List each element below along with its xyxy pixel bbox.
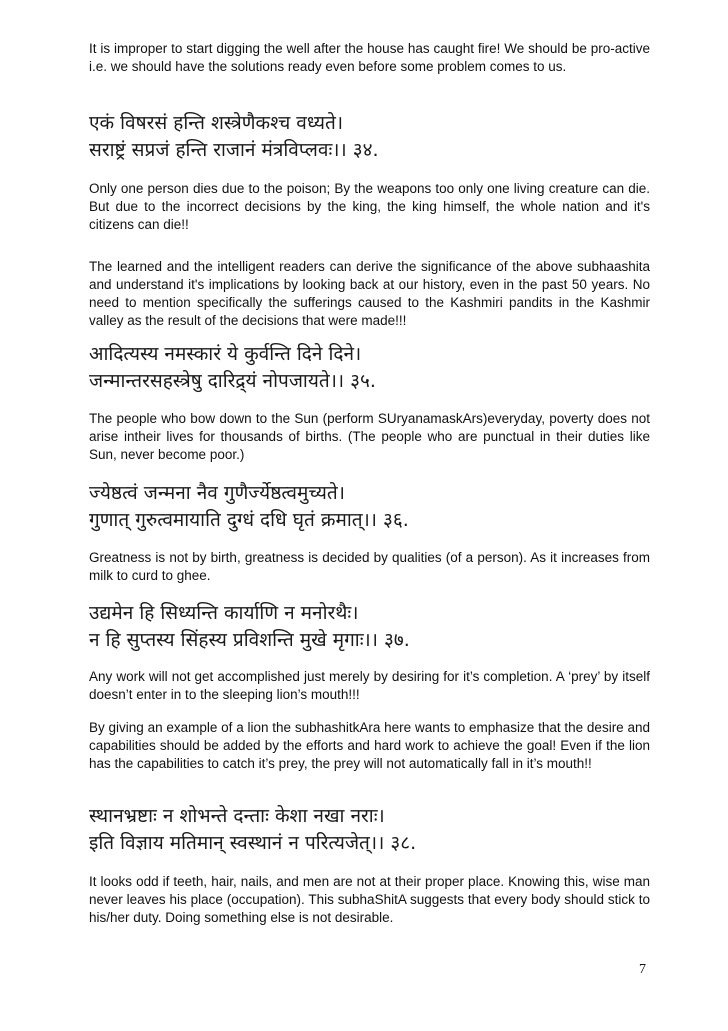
verse-line: न हि सुप्तस्य सिंहस्य प्रविशन्ति मुखे मृगाः।। ३७. xyxy=(89,629,410,651)
translation-paragraph: Greatness is not by birth, greatness is decided by qualities (of a person). As it increases from milk to curd to ghee. xyxy=(89,550,650,583)
translation-paragraph: It looks odd if teeth, hair, nails, and men are not at their proper place. Knowing this, wise man never leaves his place (occupation). This subhaShitA suggests that every body should stick to his/her duty. Doing something else is not desirable. xyxy=(89,874,650,925)
verse-line: इति विज्ञाय मतिमान् स्वस्थानं न परित्यजेत्।। ३८. xyxy=(89,832,417,854)
translation-paragraph: Only one person dies due to the poison; By the weapons too only one living creature can die. But due to the incorrect decisions by the king, the king himself, the whole nation and it's citizens can die!! xyxy=(89,181,650,232)
verse-37 xyxy=(89,600,650,654)
translation-paragraph: The people who bow down to the Sun (perform SUryanamaskArs)everyday, poverty does not arise intheir lives for thousands of births. (The people who are punctual in their duties like Sun, never become poor.) xyxy=(89,411,650,462)
verse-line: उद्यमेन हि सिध्यन्ति कार्याणि न मनोरथैः। xyxy=(89,602,359,624)
translation-paragraph: Any work will not get accomplished just merely by desiring for it’s completion. A ‘prey’ by itself doesn’t enter in to the sleeping lion’s mouth!!! xyxy=(89,669,650,702)
verse-34 xyxy=(89,110,650,164)
verse-line: आदित्यस्य नमस्कारं ये कुर्वन्ति दिने दिने। xyxy=(89,343,362,365)
verse-line: जन्मान्तरसहस्त्रेषु दारिद्र्यं नोपजायते।। ३५. xyxy=(89,370,376,392)
verse-line: स्थानभ्रष्टाः न शोभन्ते दन्ताः केशा नखा नराः। xyxy=(89,805,385,827)
verse-line: ज्येष्ठत्वं जन्मना नैव गुणैर्ज्येष्ठत्वमुच्यते। xyxy=(89,482,345,504)
verse-line: गुणात् गुरुत्वमायाति दुग्धं दधि घृतं क्रमात्।। ३६. xyxy=(89,509,409,531)
commentary-paragraph: By giving an example of a lion the subhashitkAra here wants to emphasize that the desire and capabilities should be added by the efforts and hard work to achieve the goal! Even if the lion has the capabilities to catch it’s prey, the prey will not automatically fall in it’s mouth!! xyxy=(89,720,650,771)
verse-line: एकं विषरसं हन्ति शस्त्रेणैकश्च वध्यते। xyxy=(89,112,344,134)
commentary-paragraph: The learned and the intelligent readers can derive the significance of the above subhaashita and understand it's implications by looking back at our history, even in the past 50 years. No need to mention specifically the sufferings caused to the Kashmiri pandits in the Kashmir valley as the result of the decisions that were made!!! xyxy=(89,259,650,328)
verse-38 xyxy=(89,803,650,857)
verse-35 xyxy=(89,341,650,395)
verse-line: सराष्ट्रं सप्रजं हन्ति राजानं मंत्रविप्लवः।। ३४. xyxy=(89,139,379,161)
page-number: 7 xyxy=(639,962,646,977)
verse-36 xyxy=(89,480,650,534)
intro-paragraph: It is improper to start digging the well after the house has caught fire! We should be pro-active i.e. we should have the solutions ready even before some problem comes to us. xyxy=(89,41,650,74)
